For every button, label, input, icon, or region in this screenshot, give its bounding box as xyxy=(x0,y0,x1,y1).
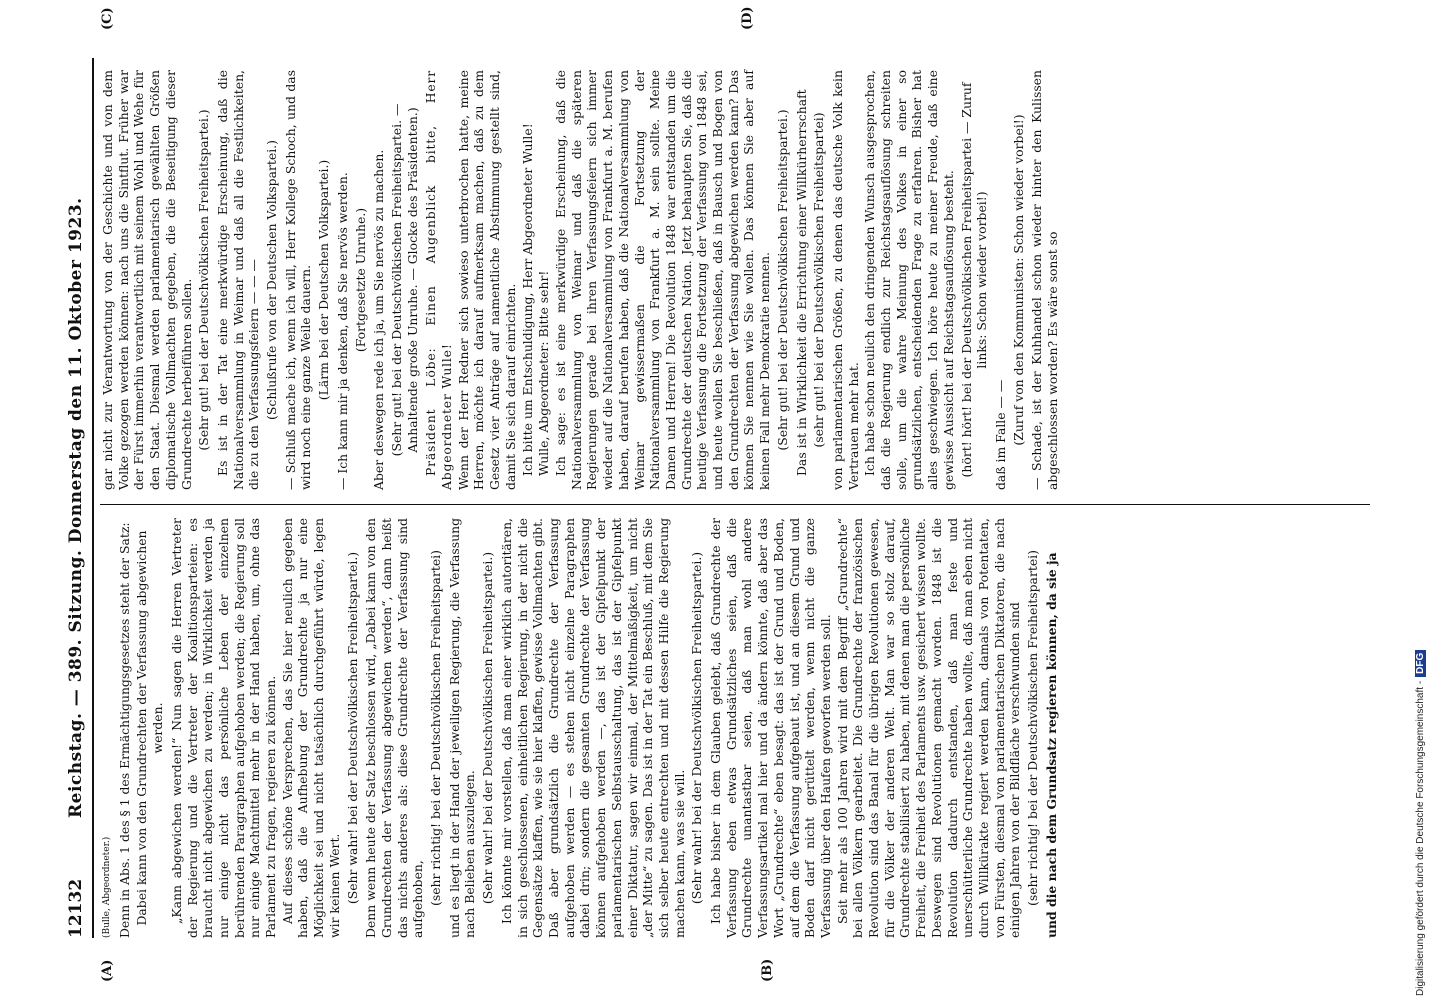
interjection: (hört! hört! bei der Deutschvölkischen Freiheitspartei — Zuruf links: Schon wieder vorbei!) xyxy=(958,82,990,478)
interjection: (Sehr gut! bei der Deutschvölkischen Freiheitspartei.) xyxy=(774,109,790,451)
interjection: (Zuruf von den Kommunisten: Schon wieder vorbei!) xyxy=(1010,114,1026,446)
paragraph: Ich habe schon neulich den dringenden Wunsch ausgesprochen, daß die Regierung endlich zur Reichstagsauflösung schreiten solle, um die wahre Meinung des Volkes in einer so grundsätzlichen, entscheidenden Frage zu erfahren. Bisher hat alles geschwiegen. Ich höre heute zu meiner Freude, daß eine gewisse Aussicht auf Reichstagsauflösung besteht. xyxy=(862,70,956,490)
page-header xyxy=(62,58,92,938)
interjection: (Schlußrufe von der Deutschen Volkspartei.) xyxy=(264,140,280,420)
left-text-column xyxy=(100,518,1060,938)
margin-marker-d: (D) xyxy=(740,6,755,30)
margin-marker-a: (A) xyxy=(100,959,115,982)
paragraph: Ich bitte um Entschuldigung, Herr Abgeordneter Wulle! xyxy=(519,123,535,476)
right-text-column xyxy=(100,70,1062,490)
interjection: (sehr gut! bei der Deutschvölkischen Freiheitspartei) xyxy=(811,112,827,448)
paragraph: und die nach dem Grundsatz regieren können, da sie ja xyxy=(1043,552,1059,938)
president-statement: Präsident Löbe: Einen Augenblick bitte, Herr Abgeordneter Wulle! xyxy=(423,70,455,490)
interjection: (sehr richtig! bei der Deutschvölkischen Freiheitspartei) xyxy=(1025,550,1041,906)
interjection: (sehr richtig! bei der Deutschvölkischen Freiheitspartei) xyxy=(428,550,444,906)
margin-marker-c: (C) xyxy=(100,7,115,30)
paragraph: Wenn der Herr Redner sich sowieso unterbrochen hatte, meine Herren, möchte ich darauf aufmerksam machen, daß zu dem Gesetz vier Anträge auf namentliche Abstimmung gestellt sind, damit Sie sich darauf einrichten. xyxy=(455,70,518,490)
page-number: 12132 xyxy=(66,878,86,938)
paragraph: Das ist in Wirklichkeit die Errichtung einer Willkürherrschaft xyxy=(793,89,809,476)
paragraph: Ich habe bisher in dem Glauben gelebt, daß Grundrechte der Verfassung eben etwas Grundsätzliches seien, daß die Grundrechte unantastbar seien, daß man wohl andere Verfassungsartikel mal hier und da ändern könnte, daß aber das Wort „Grundrechte“ eben besagt: das ist der Grund und Boden, auf dem die Verfassung aufgebaut ist, und an diesem Grund und Boden darf nicht gerüttelt werden, wenn nicht die ganze Verfassung über den Haufen geworfen werden soll. xyxy=(708,518,833,938)
dfg-logo: DFG xyxy=(1415,650,1426,677)
interjection: (Fortgesetzte Unruhe.) xyxy=(352,207,368,353)
digitization-credit xyxy=(1412,6,1432,996)
paragraph: — Schade, ist der Kuhhandel schon wieder hinter den Kulissen abgeschlossen worden? Es wäre sonst so xyxy=(1029,70,1061,490)
paragraph: Aber deswegen rede ich ja, um Sie nervös zu machen. xyxy=(371,149,387,490)
paragraph: Denn in Abs. 1 des § 1 des Ermächtigungsgesetzes steht der Satz: xyxy=(116,522,132,938)
speaker-reply: Wulle, Abgeordneter: Bitte sehr! xyxy=(536,270,552,476)
paragraph: gar nicht zur Verantwortung von der Geschichte und von dem Volke gezogen werden können: nach uns die Sintflut. Früher war der Fürst immerhin verantwortlich mit seinem Wohl und Wehe für den Staat. Diesmal werden parlamentarisch gewählten Größen diplomatische Vollmachten gegeben, die die Beseitigung dieser Grundrechte herbeiführen sollen. xyxy=(100,70,194,490)
paragraph: Es ist in der Tat eine merkwürdige Erscheinung, daß die Nationalversammlung in Weimar und daß all die Festlichkeiten, die zu den Verfassungsfeiern — — — xyxy=(214,70,262,490)
header-rule xyxy=(92,58,94,938)
paragraph: Ich sage: es ist eine merkwürdige Erscheinung, daß die Nationalversammlung von Weimar und daß die späteren Regierungen gerade bei ihren Verfassungsfeiern sich immer wieder auf die Nationalversammlung von Frankfurt a. M. berufen haben, darauf berufen haben, daß die Nationalversammlung von Weimar gewissermaßen die Fortsetzung der Nationalversammlung von Frankfurt a. M. sein sollte. Meine Damen und Herren! Die Revolution 1848 war entstanden um die Grundrechte der deutschen Nation. Jetzt behaupten Sie, daß die heutige Verfassung die Fortsetzung der Verfassung von 1848 sei, und heute wollen Sie beschließen, daß in Bausch und Bogen von den Grundrechten der Verfassung abgewichen werden kann? Das können Sie nennen wie Sie wollen. Das können Sie aber auf keinen Fall mehr Demokratie nennen. xyxy=(552,70,773,490)
paragraph: „Kann abgewichen werden!“ Nun sagen die Herren Vertreter der Regierung und die Vertreter der Koalitionsparteien: es braucht nicht abgewichen zu werden; in Wirklichkeit werden ja nur einige nicht das persönliche Leben der einzelnen berührenden Paragraphen aufgehoben werden; die Regierung soll nur einige Machtmittel mehr in der Hand haben, um, ohne das Parlament zu fragen, regieren zu können. xyxy=(168,518,279,938)
interjection: (Sehr wahr! bei der Deutschvölkischen Freiheitspartei.) xyxy=(689,551,705,905)
paragraph: daß im Falle — — xyxy=(992,379,1008,490)
paragraph: Ich könnte mir vorstellen, daß man einer wirklich autoritären, in sich geschlossenen, einheitlichen Regierung, in der nicht die Gegensätze klaffen, wie sie hier klaffen, gewisse Vollmachten gibt. Daß aber grundsätzlich die Grundrechte der Verfassung aufgehoben werden — es stehen nicht einzelne Paragraphen dabei drin; sondern die gesamten Grundrechte der Verfassung können aufgehoben werden —, das ist der Gipfelpunkt der parlamentarischen Selbstausschaltung, das ist der Gipfelpunkt einer Diktatur, sagen wir einmal, der Mittelmäßigkeit, um nicht „der Mitte“ zu sagen. Das ist in der Tat ein Beschluß, mit dem Sie sich selber heute entrechten und mit dessen Hilfe die Regierung machen kann, was sie will. xyxy=(498,518,687,938)
credit-text: Digitalisierung gefördert durch die Deutsche Forschungsgemeinschaft - xyxy=(1415,680,1426,996)
interjection: (Sehr gut! bei der Deutschvölkischen Freiheitspartei. — Anhaltende große Unruhe. — Glocke des Präsidenten.) xyxy=(388,103,420,457)
interjection: (Lärm bei der Deutschen Volkspartei.) xyxy=(316,159,332,401)
page-running-title: Reichstag. — 389. Sitzung. Donnerstag den 11. Oktober 1923. xyxy=(66,197,86,818)
interjection: (Sehr wahr! bei der Deutschvölkischen Freiheitspartei.) xyxy=(344,551,360,905)
interjection: (Sehr wahr! bei der Deutschvölkischen Freiheitspartei.) xyxy=(480,551,496,905)
interjection: (Sehr gut! bei der Deutschvölkischen Freiheitspartei.) xyxy=(196,109,212,451)
paragraph: — Ich kann mir ja denken, daß Sie nervös werden. xyxy=(334,172,350,490)
paragraph: und es liegt in der Hand der jeweiligen Regierung, die Verfassung nach Belieben auszulegen. xyxy=(446,518,478,938)
speaker-note: (Bulle, Abgeordneter.) xyxy=(102,836,112,938)
margin-marker-b: (B) xyxy=(760,958,775,982)
paragraph: von parlamentarischen Größen, zu denen das deutsche Volk kein Vertrauen mehr hat. xyxy=(829,70,861,490)
column-divider xyxy=(100,504,1370,505)
quotation: Dabei kann von den Grundrechten der Verfassung abgewichen werden. xyxy=(134,530,166,926)
paragraph: Seit mehr als 100 Jahren wird mit dem Begriff „Grundrechte“ bei allen Völkern gearbeitet. Die Grundrechte der französischen Revolution sind das Banal für die übrigen Revolutionen gewesen, für die Völker der anderen Welt. Man war so stolz darauf, Grundrechte stabilisiert zu haben, mit denen man die persönliche Freiheit, die Freiheit des Parlaments usw. gesichert wissen wollte. Deswegen sind Revolutionen gemacht worden. 1848 ist die Revolution dadurch entstanden, daß man feste und unerschütterliche Grundrechte haben wollte, daß man eben nicht durch Willkürakte regiert werden kann, damals von Potentaten, von Fürsten, diesmal von parlamentarischen Diktatoren, die nach einigen Jahren von der Bildfläche verschwunden sind xyxy=(834,518,1023,938)
paragraph: Denn wenn heute der Satz beschlossen wird, „Dabei kann von den Grundrechten der Verfassung abgewichen werden“, dann heißt das nichts anderes als: diese Grundrechte der Verfassung sind aufgehoben, xyxy=(363,518,426,938)
paragraph: Auf dieses schöne Versprechen, das Sie hier neulich gegeben haben, daß die Aufhebung der Grundrechte ja nur eine Möglichkeit sei und nicht tatsächlich durchgeführt würde, legen wir keinen Wert. xyxy=(279,518,342,938)
paragraph: — Schluß mache ich, wenn ich will, Herr Kollege Schoch, und das wird noch eine ganze Weile dauern. xyxy=(282,70,314,490)
